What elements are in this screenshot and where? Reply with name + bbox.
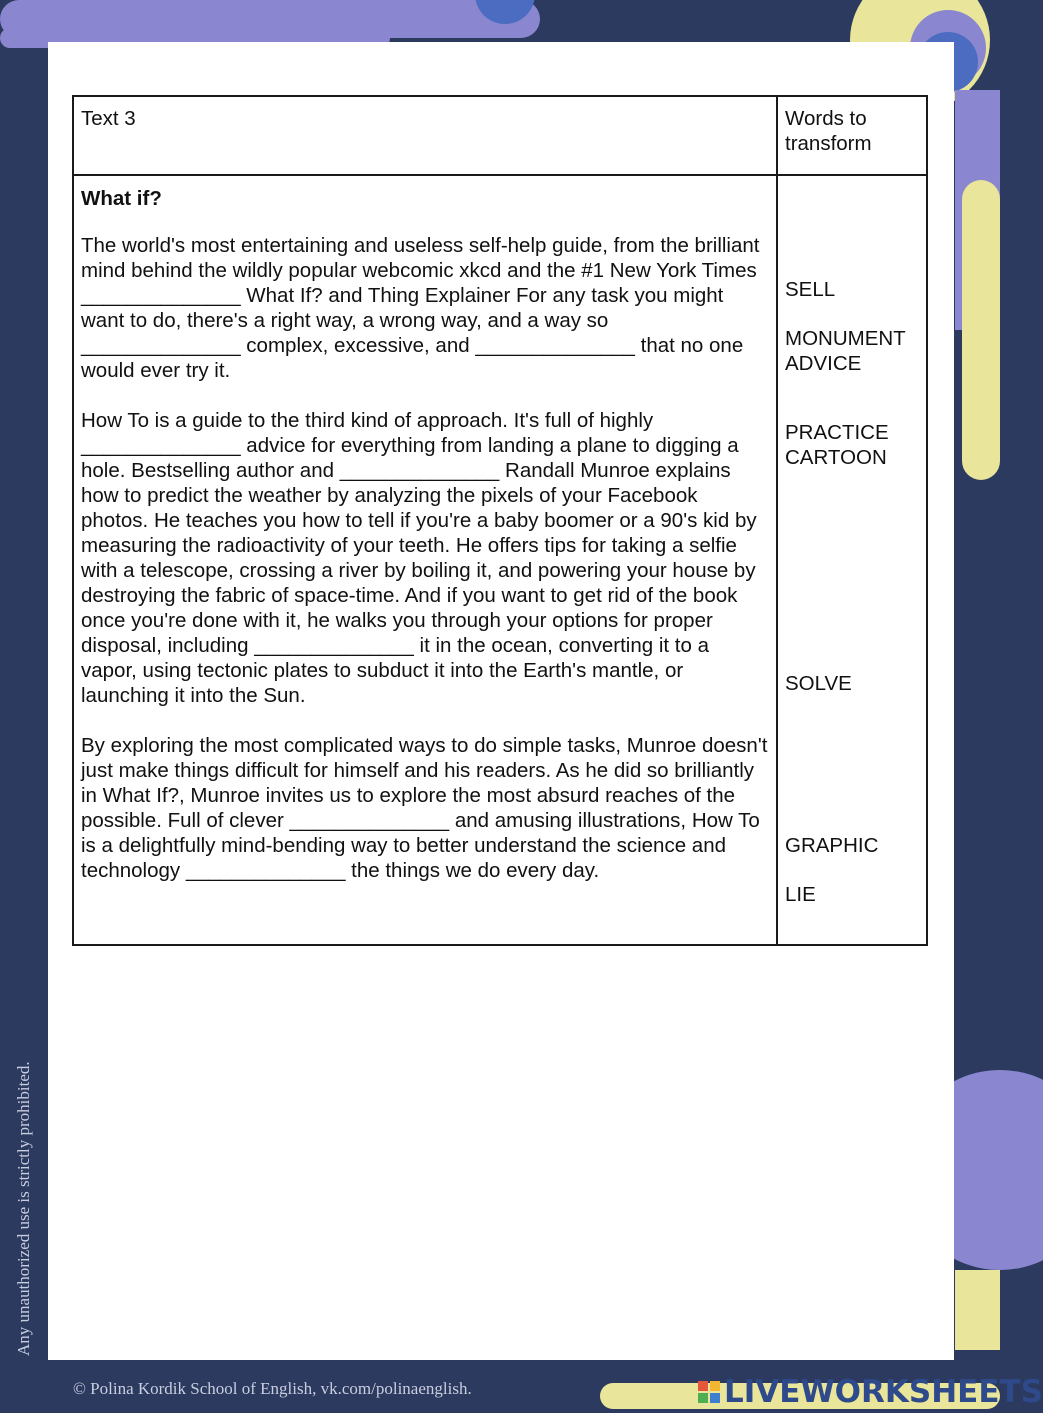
word-lie: LIE [785, 883, 816, 906]
header-text-label: Text 3 [73, 96, 777, 175]
copyright-footer: © Polina Kordik School of English, vk.com/polinaenglish. [73, 1379, 472, 1398]
word-monument: MONUMENT [785, 327, 906, 350]
logo-blocks-icon [698, 1381, 720, 1403]
text-title: What if? [81, 187, 162, 210]
text-cell [73, 175, 777, 945]
word-sell: SELL [785, 278, 836, 301]
word-graphic: GRAPHIC [785, 834, 879, 857]
paragraph-3: By exploring the most complicated ways to do simple tasks, Munroe doesn't just make things difficult for himself and his readers. As he did so brilliantly in What If?, Munroe invites us to explore the most absurd reaches of the possible. Full of clever ______________ and amusing illustrations, How To is a delightfully mind-bending way to better understand the science and technology ______________ the things we do every day. [81, 734, 768, 882]
copyright-side-note: Any unauthorized use is strictly prohibited. [14, 1061, 33, 1356]
word-solve: SOLVE [785, 672, 852, 695]
header-words-label: Words to transform [777, 96, 927, 175]
word-advice: ADVICE [785, 352, 862, 375]
paragraph-2: How To is a guide to the third kind of approach. It's full of highly ______________ advice for everything from landing a plane to digging a hole. Bestselling author and ______________ Randall Munroe explains how to predict the weather by analyzing the pixels of your Facebook photos. He teaches you how to tell if you're a baby boomer or a 90's kid by measuring the radioactivity of your teeth. He offers tips for taking a selfie with a telescope, crossing a river by boiling it, and powering your house by destroying the fabric of space-time. And if you want to get rid of the book once you're done with it, he walks you through your options for proper disposal, including ______________ it in the ocean, converting it to a vapor, using tectonic plates to subduct it into the Earth's mantle, or launching it into the Sun. [81, 409, 757, 707]
words-cell [777, 175, 927, 945]
liveworksheets-logo[interactable] [698, 1374, 1043, 1410]
worksheet-page [48, 42, 954, 1360]
paragraph-1: The world's most entertaining and useless self-help guide, from the brilliant mind behind the wildly popular webcomic xkcd and the #1 New York Times ______________ What If? and Thing Explainer For any task you might want to do, there's a right way, a wrong way, and a way so ______________ complex, excessive, and ______________ that no one would ever try it. [81, 234, 760, 382]
word-cartoon: CARTOON [785, 446, 887, 469]
word-practice: PRACTICE [785, 421, 889, 444]
worksheet-table [72, 95, 928, 946]
brand-name: LIVEWORKSHEETS [724, 1374, 1043, 1410]
